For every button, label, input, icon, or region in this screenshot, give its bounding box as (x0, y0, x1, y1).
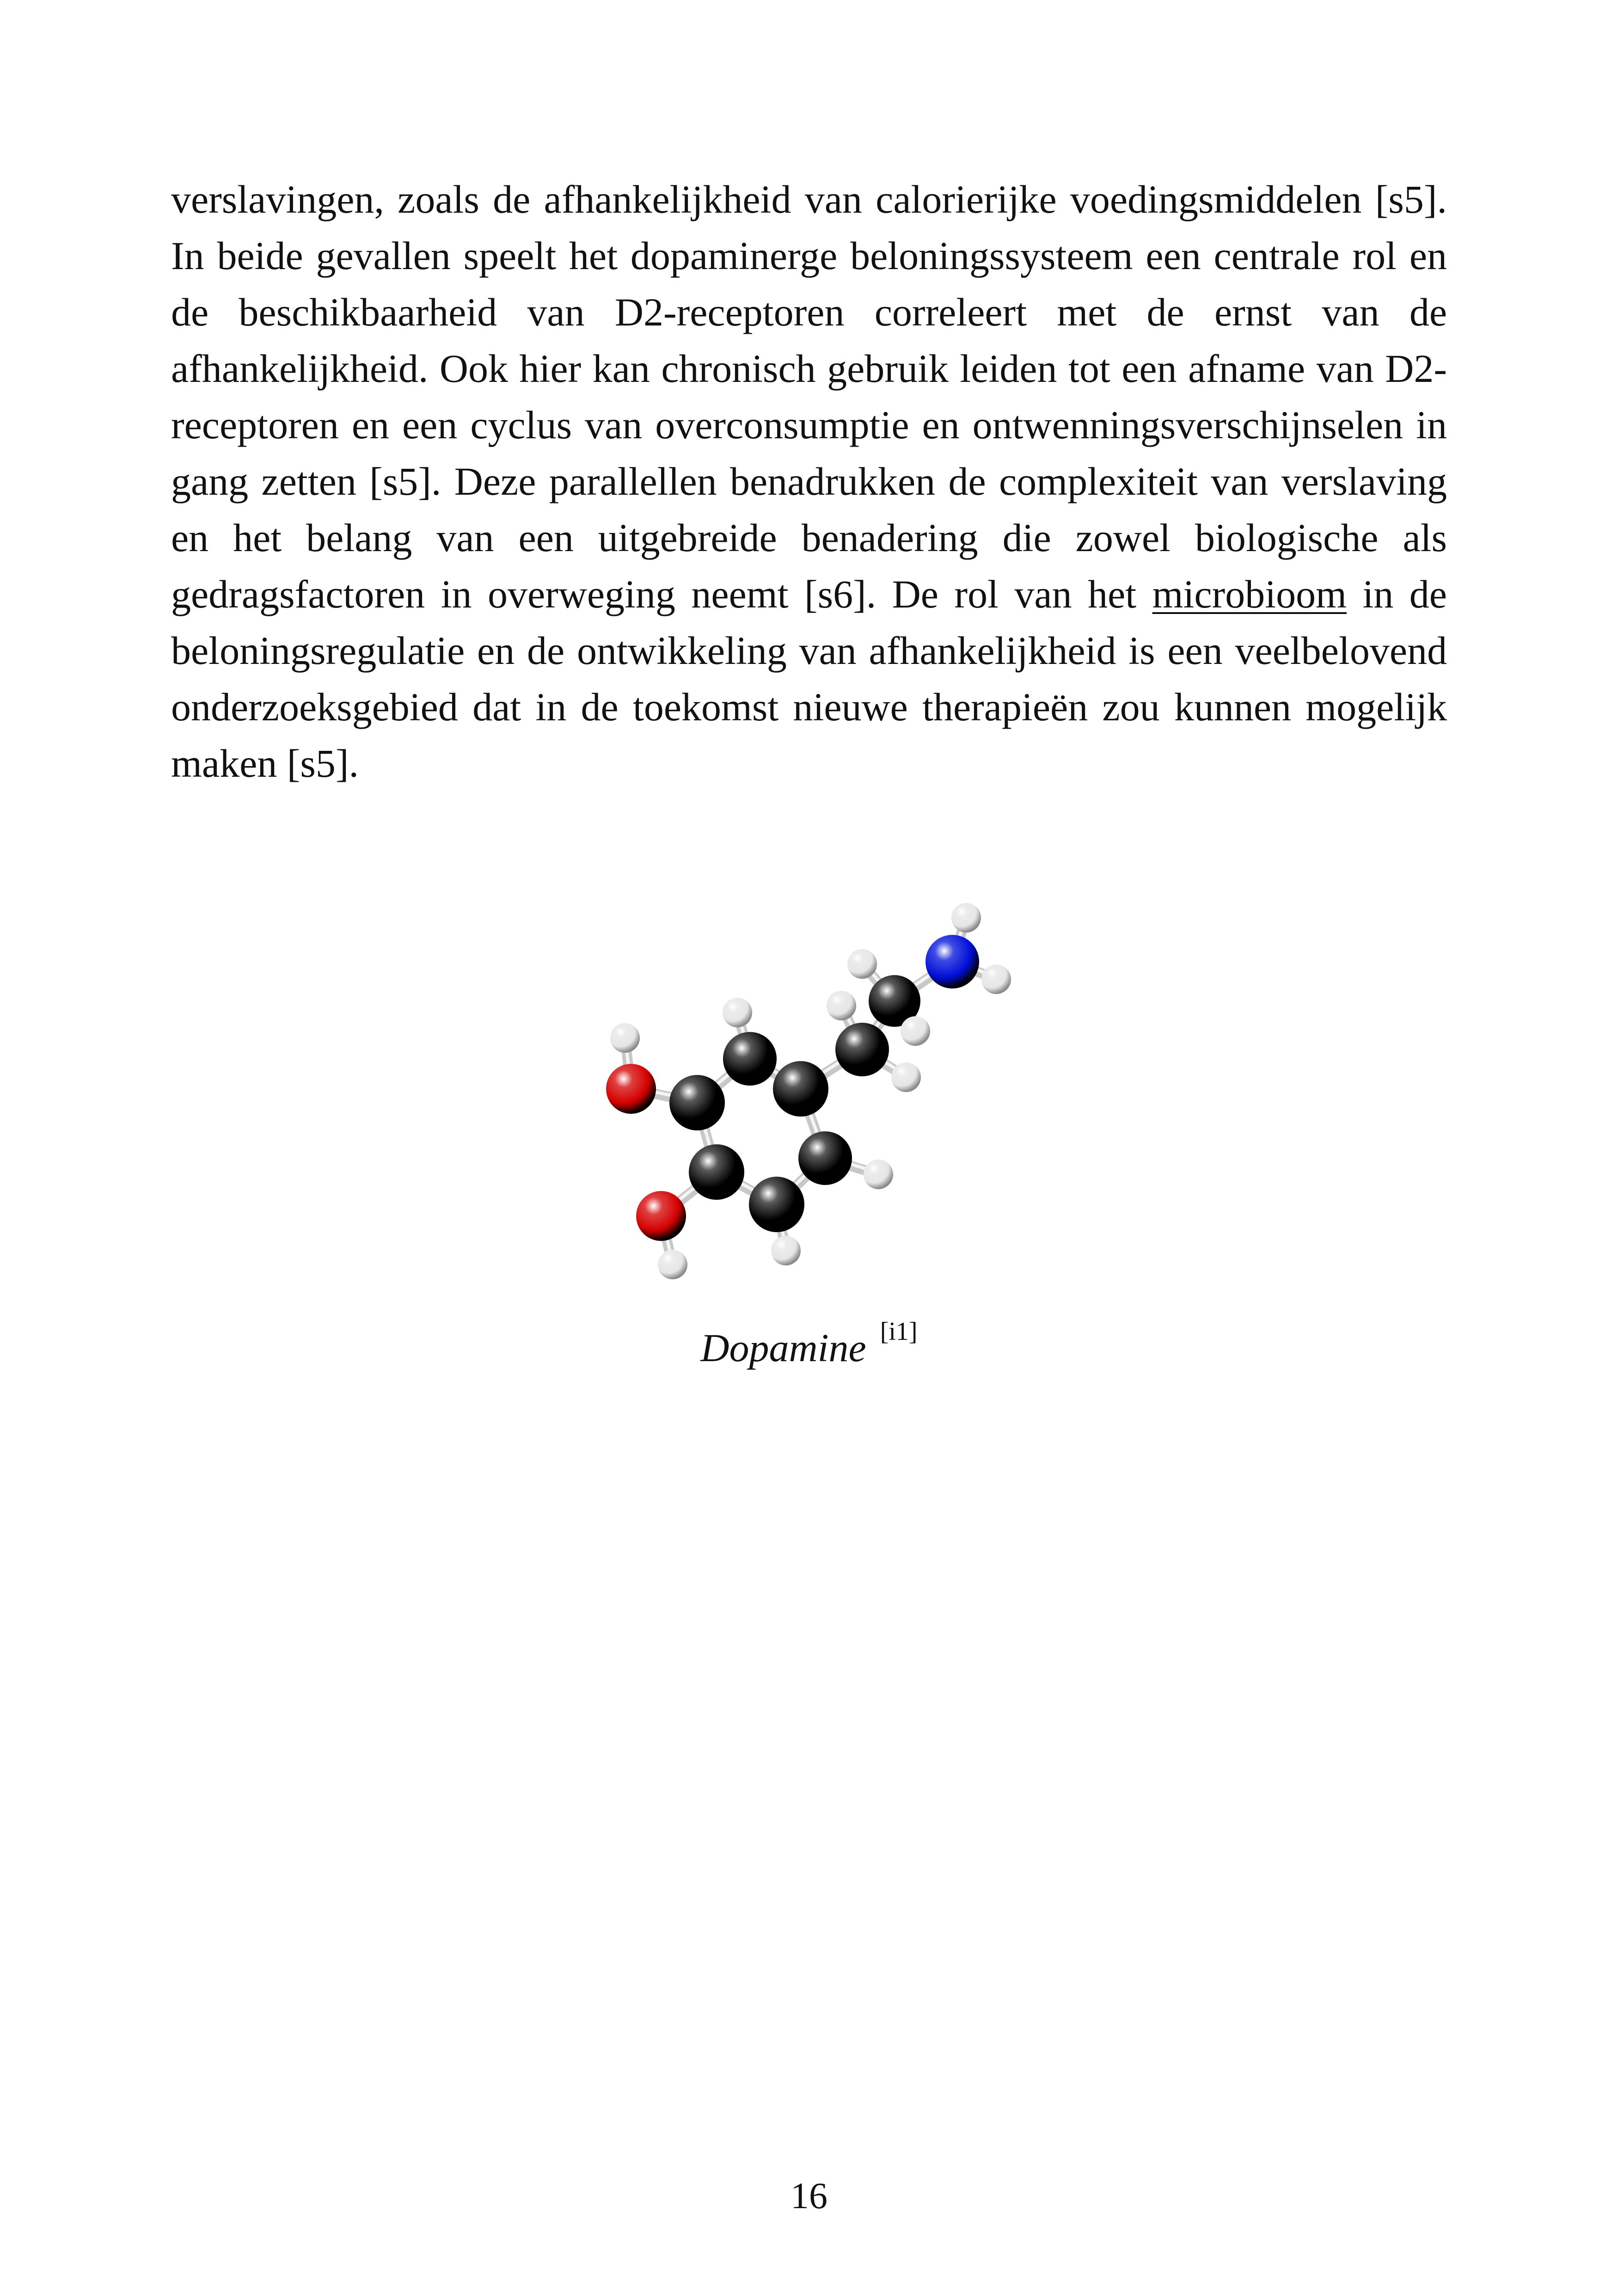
body-paragraph (171, 171, 1447, 792)
hydrogen-atom (901, 1016, 930, 1046)
nitrogen-atom (925, 935, 979, 988)
hydrogen-atom (658, 1250, 687, 1279)
paragraph-text-end: in de beloningsregulatie en de ontwikkeling van afhankelijkheid is een veelbelovend onderzoeksgebied dat in de toekomst nieuwe therapieën zou kunnen mogelijk maken [s5]. (171, 572, 1447, 786)
carbon-atom (723, 1032, 777, 1086)
hydrogen-atom (864, 1160, 893, 1189)
carbon-atom (689, 1144, 744, 1200)
carbon-atom (798, 1131, 852, 1185)
hydrogen-atom (723, 998, 752, 1027)
hydrogen-atom (847, 949, 877, 979)
paragraph-text-start: verslavingen, zoals de afhankelijkheid van calorierijke voedingsmiddelen [s5]. In beide gevallen speelt het dopaminerge beloningssysteem een centrale rol en de beschikbaarheid van D2-receptoren correleert met de ernst van de afhankelijkheid. Ook hier kan chronisch gebruik leiden tot een afname van D2-receptoren en een cyclus van overconsumptie en ontwenningsverschijnselen in gang zetten [s5]. Deze parallellen benadrukken de complexiteit van verslaving en het belang van een uitgebreide benadering die zowel biologische als gedragsfactoren in overweging neemt [s6]. De rol van het (171, 177, 1447, 616)
hydrogen-atom (827, 991, 856, 1020)
hydrogen-atom (610, 1023, 640, 1053)
caption-reference: [i1] (880, 1317, 918, 1346)
hydrogen-atom (771, 1236, 801, 1265)
oxygen-atom (636, 1191, 686, 1241)
carbon-atom (835, 1023, 889, 1076)
dopamine-molecule-model (601, 897, 1017, 1285)
figure-caption (0, 1317, 1618, 1373)
dopamine-molecule-figure (601, 897, 1017, 1285)
page-number: 16 (791, 2176, 827, 2216)
carbon-atom (749, 1177, 804, 1232)
hydrogen-atom (891, 1062, 921, 1092)
carbon-atom (773, 1061, 828, 1117)
microbioom-link[interactable]: microbioom (1152, 572, 1347, 616)
oxygen-atom (606, 1064, 656, 1114)
carbon-atom (669, 1075, 725, 1130)
hydrogen-atom (951, 903, 981, 933)
hydrogen-atom (981, 964, 1011, 994)
caption-title: Dopamine (700, 1326, 866, 1370)
